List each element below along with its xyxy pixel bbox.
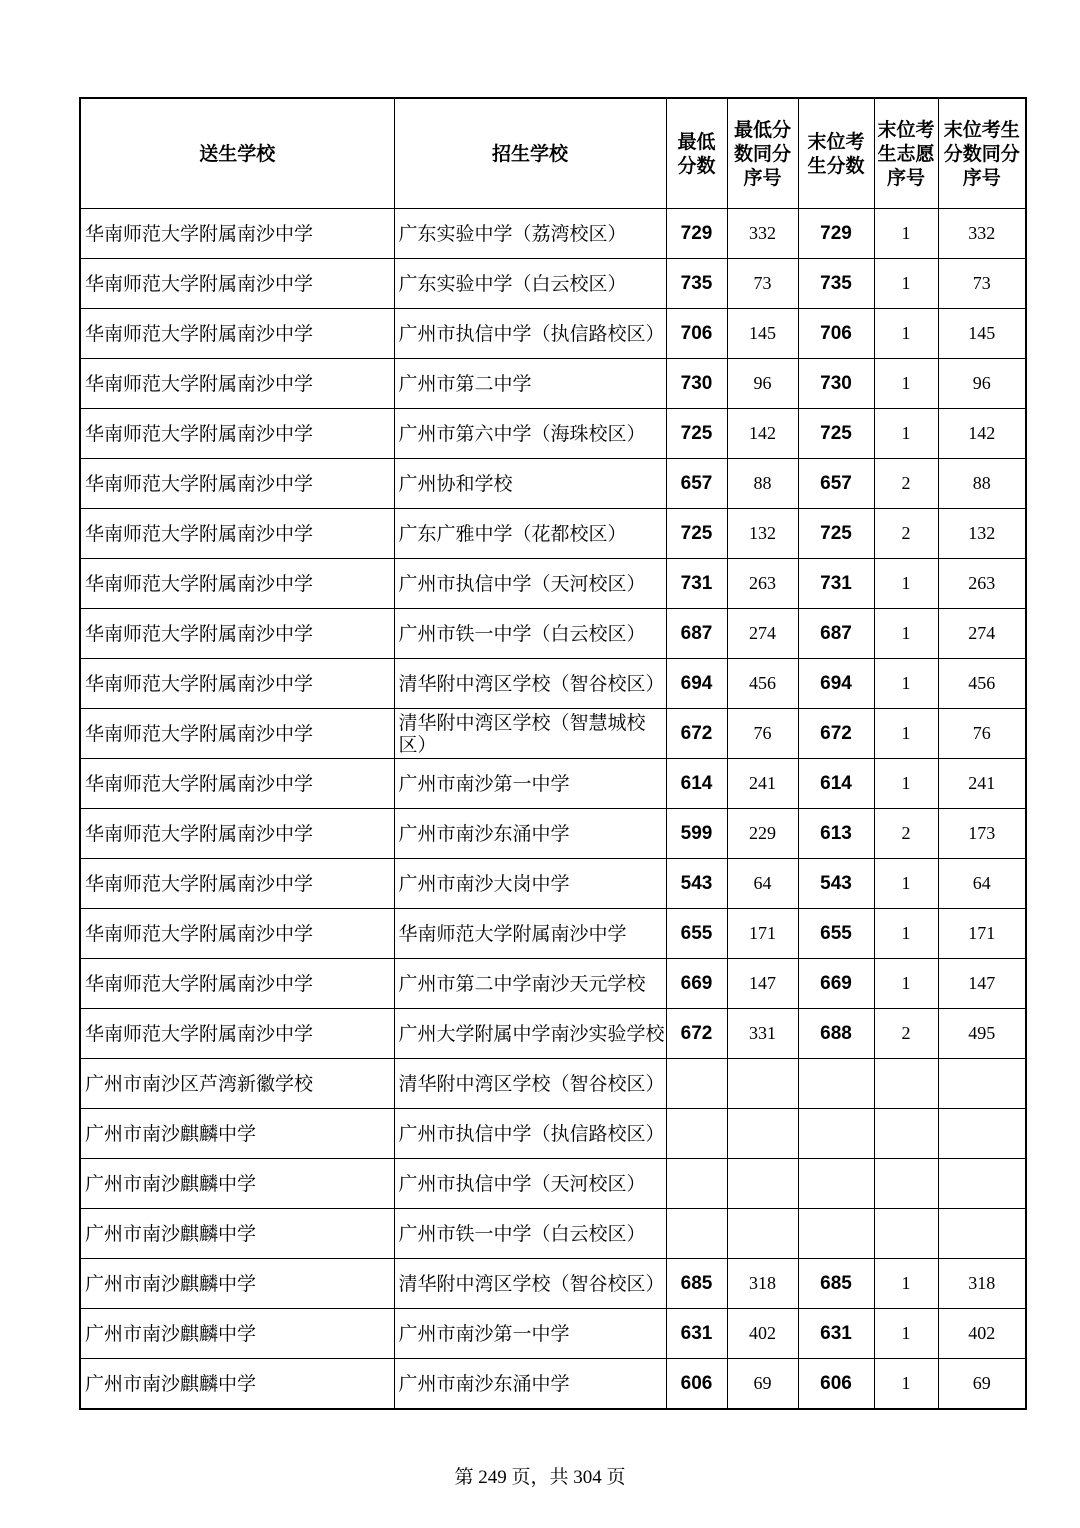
last-score-cell <box>798 1159 874 1209</box>
sending-school-cell: 华南师范大学附属南沙中学 <box>80 859 394 909</box>
min-score-cell: 731 <box>666 559 727 609</box>
sending-school-cell: 华南师范大学附属南沙中学 <box>80 259 394 309</box>
last-tie-rank-cell: 171 <box>938 909 1026 959</box>
sending-school-cell: 广州市南沙区芦湾新徽学校 <box>80 1059 394 1109</box>
admitting-school-cell: 广州市南沙东涌中学 <box>394 1359 666 1410</box>
min-score-tie-rank-cell: 318 <box>727 1259 798 1309</box>
min-score-cell: 606 <box>666 1359 727 1410</box>
admitting-school-cell: 广东广雅中学（花都校区） <box>394 509 666 559</box>
header-last-choice-rank: 末位考生志愿序号 <box>874 98 938 209</box>
min-score-cell: 735 <box>666 259 727 309</box>
last-tie-rank-cell: 142 <box>938 409 1026 459</box>
last-score-cell: 730 <box>798 359 874 409</box>
min-score-cell: 725 <box>666 509 727 559</box>
last-score-cell: 729 <box>798 209 874 259</box>
admitting-school-cell: 广州协和学校 <box>394 459 666 509</box>
table-row <box>80 909 1026 959</box>
last-tie-rank-cell: 318 <box>938 1259 1026 1309</box>
last-score-cell <box>798 1109 874 1159</box>
last-score-cell: 669 <box>798 959 874 1009</box>
min-score-tie-rank-cell: 456 <box>727 659 798 709</box>
sending-school-cell: 广州市南沙麒麟中学 <box>80 1109 394 1159</box>
last-score-cell: 631 <box>798 1309 874 1359</box>
last-choice-rank-cell: 2 <box>874 1009 938 1059</box>
table-row <box>80 959 1026 1009</box>
last-score-cell: 731 <box>798 559 874 609</box>
header-row <box>80 98 1026 209</box>
table-row <box>80 509 1026 559</box>
sending-school-cell: 华南师范大学附属南沙中学 <box>80 1009 394 1059</box>
last-tie-rank-cell: 96 <box>938 359 1026 409</box>
table-row <box>80 359 1026 409</box>
page-number-footer: 第 249 页，共 304 页 <box>454 1467 626 1488</box>
admitting-school-cell: 广东实验中学（白云校区） <box>394 259 666 309</box>
header-sending-school: 送生学校 <box>80 98 394 209</box>
last-choice-rank-cell: 2 <box>874 809 938 859</box>
sending-school-cell: 华南师范大学附属南沙中学 <box>80 409 394 459</box>
min-score-cell: 730 <box>666 359 727 409</box>
last-choice-rank-cell: 2 <box>874 459 938 509</box>
min-score-tie-rank-cell: 229 <box>727 809 798 859</box>
min-score-cell <box>666 1209 727 1259</box>
admitting-school-cell: 广州市铁一中学（白云校区） <box>394 609 666 659</box>
sending-school-cell: 广州市南沙麒麟中学 <box>80 1359 394 1410</box>
min-score-tie-rank-cell: 69 <box>727 1359 798 1410</box>
last-choice-rank-cell: 1 <box>874 709 938 759</box>
sending-school-cell: 华南师范大学附属南沙中学 <box>80 809 394 859</box>
min-score-cell <box>666 1059 727 1109</box>
last-tie-rank-cell: 332 <box>938 209 1026 259</box>
min-score-cell: 694 <box>666 659 727 709</box>
admitting-school-cell: 广州市第二中学 <box>394 359 666 409</box>
last-choice-rank-cell: 1 <box>874 609 938 659</box>
min-score-cell: 614 <box>666 759 727 809</box>
last-choice-rank-cell: 1 <box>874 909 938 959</box>
last-choice-rank-cell: 1 <box>874 759 938 809</box>
min-score-tie-rank-cell: 171 <box>727 909 798 959</box>
min-score-tie-rank-cell: 263 <box>727 559 798 609</box>
table-row <box>80 1109 1026 1159</box>
min-score-cell: 729 <box>666 209 727 259</box>
last-tie-rank-cell: 263 <box>938 559 1026 609</box>
sending-school-cell: 华南师范大学附属南沙中学 <box>80 559 394 609</box>
min-score-tie-rank-cell: 142 <box>727 409 798 459</box>
last-score-cell <box>798 1059 874 1109</box>
admitting-school-cell: 清华附中湾区学校（智谷校区） <box>394 1259 666 1309</box>
sending-school-cell: 华南师范大学附属南沙中学 <box>80 959 394 1009</box>
sending-school-cell: 广州市南沙麒麟中学 <box>80 1309 394 1359</box>
header-admitting-school: 招生学校 <box>394 98 666 209</box>
sending-school-cell: 华南师范大学附属南沙中学 <box>80 759 394 809</box>
last-tie-rank-cell: 132 <box>938 509 1026 559</box>
header-min-score: 最低分数 <box>666 98 727 209</box>
min-score-tie-rank-cell: 73 <box>727 259 798 309</box>
last-choice-rank-cell: 1 <box>874 1259 938 1309</box>
min-score-tie-rank-cell <box>727 1059 798 1109</box>
admission-score-table <box>79 97 1027 1410</box>
admitting-school-cell: 广州市执信中学（执信路校区） <box>394 1109 666 1159</box>
admitting-school-cell: 清华附中湾区学校（智慧城校区） <box>394 709 666 759</box>
last-tie-rank-cell: 241 <box>938 759 1026 809</box>
table-row <box>80 1059 1026 1109</box>
last-tie-rank-cell: 88 <box>938 459 1026 509</box>
sending-school-cell: 华南师范大学附属南沙中学 <box>80 309 394 359</box>
last-score-cell: 694 <box>798 659 874 709</box>
last-tie-rank-cell: 73 <box>938 259 1026 309</box>
last-tie-rank-cell <box>938 1109 1026 1159</box>
table-row <box>80 559 1026 609</box>
min-score-tie-rank-cell: 64 <box>727 859 798 909</box>
admitting-school-cell: 广州市第六中学（海珠校区） <box>394 409 666 459</box>
last-score-cell: 735 <box>798 259 874 309</box>
sending-school-cell: 华南师范大学附属南沙中学 <box>80 509 394 559</box>
last-choice-rank-cell <box>874 1109 938 1159</box>
table-row <box>80 1359 1026 1410</box>
last-choice-rank-cell: 1 <box>874 359 938 409</box>
admitting-school-cell: 广东实验中学（荔湾校区） <box>394 209 666 259</box>
last-score-cell: 655 <box>798 909 874 959</box>
min-score-tie-rank-cell <box>727 1159 798 1209</box>
min-score-tie-rank-cell: 274 <box>727 609 798 659</box>
last-tie-rank-cell: 274 <box>938 609 1026 659</box>
last-tie-rank-cell: 456 <box>938 659 1026 709</box>
last-choice-rank-cell: 1 <box>874 209 938 259</box>
min-score-cell: 706 <box>666 309 727 359</box>
min-score-tie-rank-cell: 88 <box>727 459 798 509</box>
min-score-cell: 672 <box>666 1009 727 1059</box>
last-tie-rank-cell: 69 <box>938 1359 1026 1410</box>
table-row <box>80 1209 1026 1259</box>
admitting-school-cell: 广州市执信中学（天河校区） <box>394 1159 666 1209</box>
min-score-tie-rank-cell: 241 <box>727 759 798 809</box>
min-score-tie-rank-cell <box>727 1209 798 1259</box>
table-row <box>80 809 1026 859</box>
admitting-school-cell: 广州市南沙东涌中学 <box>394 809 666 859</box>
last-tie-rank-cell: 402 <box>938 1309 1026 1359</box>
table-row <box>80 309 1026 359</box>
sending-school-cell: 华南师范大学附属南沙中学 <box>80 209 394 259</box>
last-tie-rank-cell <box>938 1209 1026 1259</box>
min-score-cell: 725 <box>666 409 727 459</box>
last-score-cell: 706 <box>798 309 874 359</box>
sending-school-cell: 广州市南沙麒麟中学 <box>80 1159 394 1209</box>
last-tie-rank-cell <box>938 1059 1026 1109</box>
min-score-tie-rank-cell: 331 <box>727 1009 798 1059</box>
last-choice-rank-cell: 1 <box>874 409 938 459</box>
last-tie-rank-cell <box>938 1159 1026 1209</box>
last-score-cell: 606 <box>798 1359 874 1410</box>
table-row <box>80 609 1026 659</box>
admitting-school-cell: 清华附中湾区学校（智谷校区） <box>394 659 666 709</box>
last-score-cell <box>798 1209 874 1259</box>
admitting-school-cell: 广州市执信中学（执信路校区） <box>394 309 666 359</box>
table-row <box>80 1259 1026 1309</box>
last-score-cell: 685 <box>798 1259 874 1309</box>
min-score-cell: 685 <box>666 1259 727 1309</box>
min-score-tie-rank-cell: 145 <box>727 309 798 359</box>
admitting-school-cell: 广州市南沙第一中学 <box>394 759 666 809</box>
last-score-cell: 613 <box>798 809 874 859</box>
last-score-cell: 543 <box>798 859 874 909</box>
sending-school-cell: 华南师范大学附属南沙中学 <box>80 659 394 709</box>
last-choice-rank-cell <box>874 1209 938 1259</box>
last-choice-rank-cell <box>874 1059 938 1109</box>
min-score-tie-rank-cell: 332 <box>727 209 798 259</box>
last-choice-rank-cell: 1 <box>874 659 938 709</box>
sending-school-cell: 华南师范大学附属南沙中学 <box>80 909 394 959</box>
min-score-cell: 543 <box>666 859 727 909</box>
table-row <box>80 1309 1026 1359</box>
last-choice-rank-cell <box>874 1159 938 1209</box>
last-score-cell: 687 <box>798 609 874 659</box>
table-row <box>80 209 1026 259</box>
sending-school-cell: 华南师范大学附属南沙中学 <box>80 609 394 659</box>
last-choice-rank-cell: 1 <box>874 559 938 609</box>
table-row <box>80 1009 1026 1059</box>
header-last-tie-rank: 末位考生分数同分序号 <box>938 98 1026 209</box>
admitting-school-cell: 广州大学附属中学南沙实验学校 <box>394 1009 666 1059</box>
min-score-tie-rank-cell <box>727 1109 798 1159</box>
last-tie-rank-cell: 76 <box>938 709 1026 759</box>
admitting-school-cell: 广州市南沙第一中学 <box>394 1309 666 1359</box>
min-score-cell: 599 <box>666 809 727 859</box>
table-row <box>80 259 1026 309</box>
last-tie-rank-cell: 64 <box>938 859 1026 909</box>
last-score-cell: 725 <box>798 509 874 559</box>
min-score-cell: 687 <box>666 609 727 659</box>
last-choice-rank-cell: 1 <box>874 1309 938 1359</box>
table-row <box>80 709 1026 759</box>
min-score-cell: 669 <box>666 959 727 1009</box>
last-choice-rank-cell: 1 <box>874 1359 938 1410</box>
last-choice-rank-cell: 2 <box>874 509 938 559</box>
min-score-cell: 655 <box>666 909 727 959</box>
table-row <box>80 459 1026 509</box>
min-score-cell: 657 <box>666 459 727 509</box>
min-score-cell: 672 <box>666 709 727 759</box>
header-last-score: 末位考生分数 <box>798 98 874 209</box>
last-tie-rank-cell: 495 <box>938 1009 1026 1059</box>
last-score-cell: 657 <box>798 459 874 509</box>
last-tie-rank-cell: 147 <box>938 959 1026 1009</box>
sending-school-cell: 华南师范大学附属南沙中学 <box>80 459 394 509</box>
table-row <box>80 859 1026 909</box>
admitting-school-cell: 广州市第二中学南沙天元学校 <box>394 959 666 1009</box>
last-choice-rank-cell: 1 <box>874 859 938 909</box>
admitting-school-cell: 华南师范大学附属南沙中学 <box>394 909 666 959</box>
min-score-cell <box>666 1109 727 1159</box>
last-score-cell: 614 <box>798 759 874 809</box>
min-score-cell <box>666 1159 727 1209</box>
admitting-school-cell: 清华附中湾区学校（智谷校区） <box>394 1059 666 1109</box>
admitting-school-cell: 广州市执信中学（天河校区） <box>394 559 666 609</box>
table-row <box>80 759 1026 809</box>
sending-school-cell: 华南师范大学附属南沙中学 <box>80 709 394 759</box>
last-tie-rank-cell: 145 <box>938 309 1026 359</box>
table-row <box>80 659 1026 709</box>
last-choice-rank-cell: 1 <box>874 959 938 1009</box>
sending-school-cell: 华南师范大学附属南沙中学 <box>80 359 394 409</box>
min-score-tie-rank-cell: 147 <box>727 959 798 1009</box>
sending-school-cell: 广州市南沙麒麟中学 <box>80 1209 394 1259</box>
sending-school-cell: 广州市南沙麒麟中学 <box>80 1259 394 1309</box>
min-score-cell: 631 <box>666 1309 727 1359</box>
min-score-tie-rank-cell: 132 <box>727 509 798 559</box>
last-score-cell: 688 <box>798 1009 874 1059</box>
min-score-tie-rank-cell: 76 <box>727 709 798 759</box>
last-score-cell: 672 <box>798 709 874 759</box>
last-score-cell: 725 <box>798 409 874 459</box>
min-score-tie-rank-cell: 96 <box>727 359 798 409</box>
admitting-school-cell: 广州市铁一中学（白云校区） <box>394 1209 666 1259</box>
last-choice-rank-cell: 1 <box>874 259 938 309</box>
last-tie-rank-cell: 173 <box>938 809 1026 859</box>
admitting-school-cell: 广州市南沙大岗中学 <box>394 859 666 909</box>
header-min-score-tie-rank: 最低分数同分序号 <box>727 98 798 209</box>
last-choice-rank-cell: 1 <box>874 309 938 359</box>
table-row <box>80 409 1026 459</box>
min-score-tie-rank-cell: 402 <box>727 1309 798 1359</box>
table-row <box>80 1159 1026 1209</box>
